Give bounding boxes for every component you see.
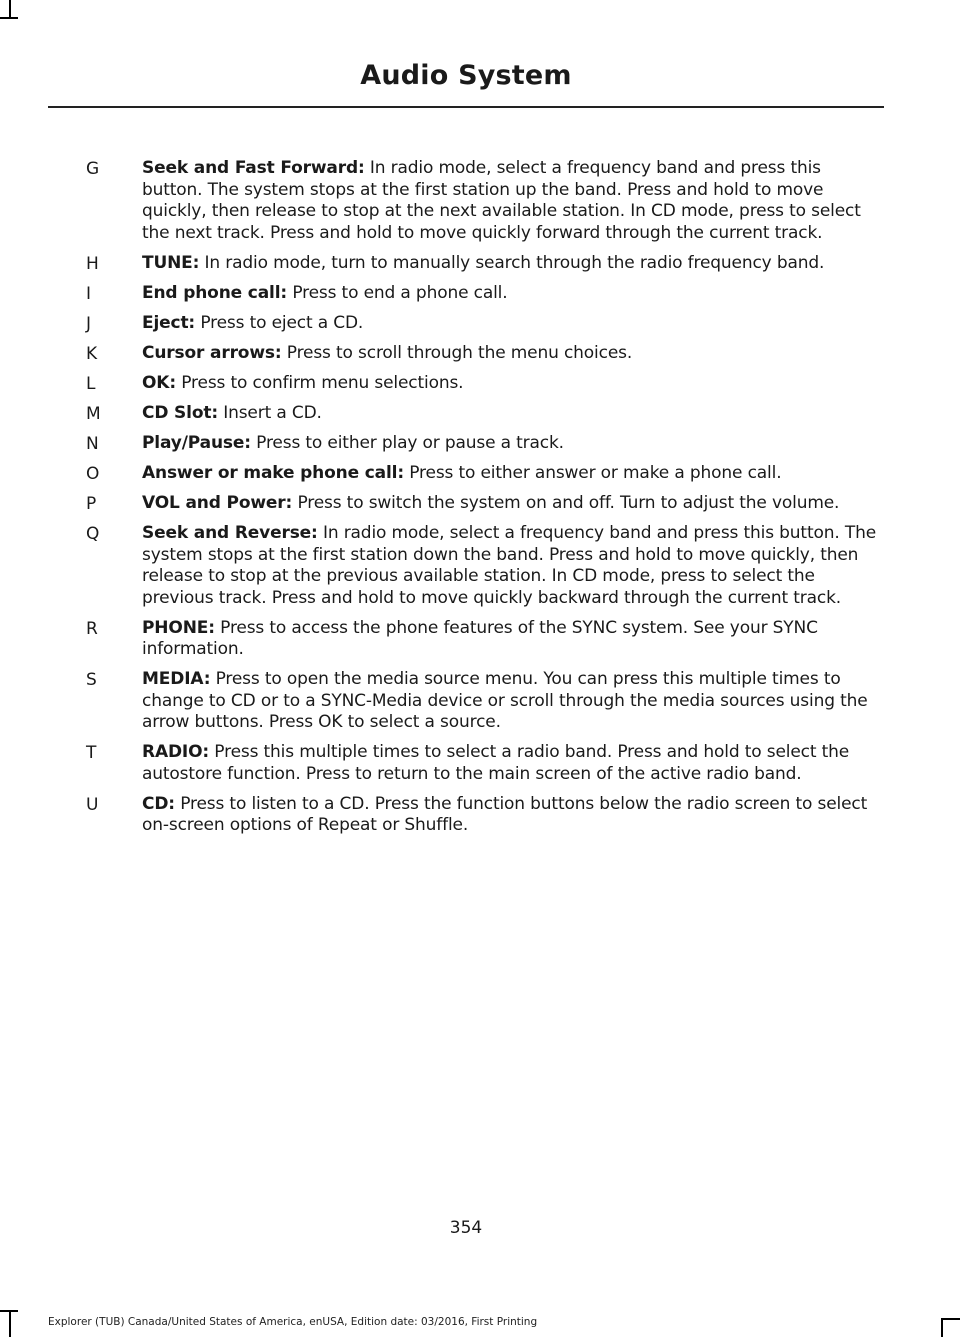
legend-term: OK:: [142, 372, 176, 393]
legend-item-q: [86, 523, 878, 610]
legend-description: In radio mode, select a frequency band and press this button. The system stops at the first station down the band. Press and hold to move quickly, then release to stop at the previous available station. In CD mode, press to select the previous track. Press and hold to move quickly backward through the current track.: [142, 522, 877, 608]
legend-item-m: [86, 403, 878, 425]
edition-footer: Explorer (TUB) Canada/United States of America, enUSA, Edition date: 03/2016, First Printing: [48, 1316, 538, 1328]
legend-key: R: [86, 618, 98, 639]
legend-item-p: [86, 493, 878, 515]
legend-item-k: [86, 343, 878, 365]
legend-key: H: [86, 253, 99, 274]
legend-item-h: [86, 253, 878, 275]
legend-description: Press to either answer or make a phone call.: [403, 462, 782, 483]
legend-key: J: [86, 313, 92, 334]
legend-term: RADIO:: [142, 742, 210, 763]
legend-item-i: [86, 283, 878, 305]
legend-description: Press to scroll through the menu choices.: [281, 342, 633, 363]
legend-key: Q: [86, 523, 100, 544]
legend-term: CD:: [142, 793, 175, 814]
legend-description: In radio mode, turn to manually search through the radio frequency band.: [199, 252, 825, 273]
crop-mark-bottom-right: [941, 1318, 943, 1337]
legend-key: U: [86, 794, 99, 815]
crop-mark-bottom-right: [941, 1318, 960, 1320]
legend-key: I: [86, 283, 92, 304]
crop-mark-top-left: [9, 0, 11, 18]
legend-description: In radio mode, select a frequency band and press this button. The system stops at the first station up the band. Press and hold to move quickly, then release to stop at the next available station. In CD mode, press to select the next track. Press and hold to move quickly forward through the current track.: [142, 158, 861, 244]
legend-term: TUNE:: [142, 252, 200, 273]
legend-item-s: [86, 669, 878, 734]
legend-item-j: [86, 313, 878, 335]
legend-term: Play/Pause:: [142, 432, 251, 453]
legend-term: End phone call:: [142, 282, 288, 303]
legend-term: Cursor arrows:: [142, 342, 282, 363]
legend-term: Answer or make phone call:: [142, 462, 404, 483]
legend-item-u: [86, 794, 878, 837]
legend-description: Press to switch the system on and off. Turn to adjust the volume.: [292, 492, 840, 513]
crop-mark-top-left: [0, 17, 18, 19]
legend-description: Insert a CD.: [217, 402, 322, 423]
legend-key: P: [86, 493, 97, 514]
legend-key: G: [86, 159, 100, 179]
legend-key: S: [86, 670, 97, 691]
legend-key: O: [86, 463, 100, 484]
legend-term: Seek and Fast Forward:: [142, 158, 365, 178]
legend-key: T: [86, 743, 97, 764]
crop-mark-bottom-left: [9, 1310, 11, 1337]
legend-term: CD Slot:: [142, 402, 218, 423]
crop-mark-bottom-left: [0, 1310, 18, 1312]
legend-term: Seek and Reverse:: [142, 522, 318, 543]
legend-description: Press to open the media source menu. You can press this multiple times to change to CD or to a SYNC-Media device or scroll through the media sources using the arrow buttons. Press OK to select a source.: [142, 669, 868, 733]
legend-item-l: [86, 373, 878, 395]
legend-term: MEDIA:: [142, 669, 211, 690]
legend-description: Press to eject a CD.: [195, 312, 364, 333]
legend-description: Press to confirm menu selections.: [175, 372, 464, 393]
legend-key: M: [86, 403, 101, 424]
legend-description: Press to either play or pause a track.: [250, 432, 564, 453]
legend-description: Press to access the phone features of the SYNC system. See your SYNC information.: [142, 617, 818, 660]
page-title: Audio System: [360, 60, 572, 91]
legend-key: L: [86, 373, 96, 394]
legend-term: PHONE:: [142, 617, 215, 638]
control-legend-list: [86, 158, 878, 845]
legend-description: Press this multiple times to select a radio band. Press and hold to select the autostore function. Press to return to the main screen of the active radio band.: [142, 742, 850, 784]
legend-item-o: [86, 463, 878, 485]
legend-item-g: [86, 158, 878, 245]
legend-item-n: [86, 433, 878, 455]
legend-key: K: [86, 343, 98, 364]
legend-key: N: [86, 433, 99, 454]
legend-item-r: [86, 618, 878, 661]
legend-description: Press to end a phone call.: [287, 282, 508, 303]
header-divider: [48, 106, 884, 108]
page-number: 354: [449, 1218, 483, 1238]
legend-item-t: [86, 742, 878, 785]
legend-term: VOL and Power:: [142, 492, 293, 513]
legend-term: Eject:: [142, 312, 196, 333]
legend-description: Press to listen to a CD. Press the function buttons below the radio screen to select on-screen options of Repeat or Shuffle.: [142, 793, 868, 836]
